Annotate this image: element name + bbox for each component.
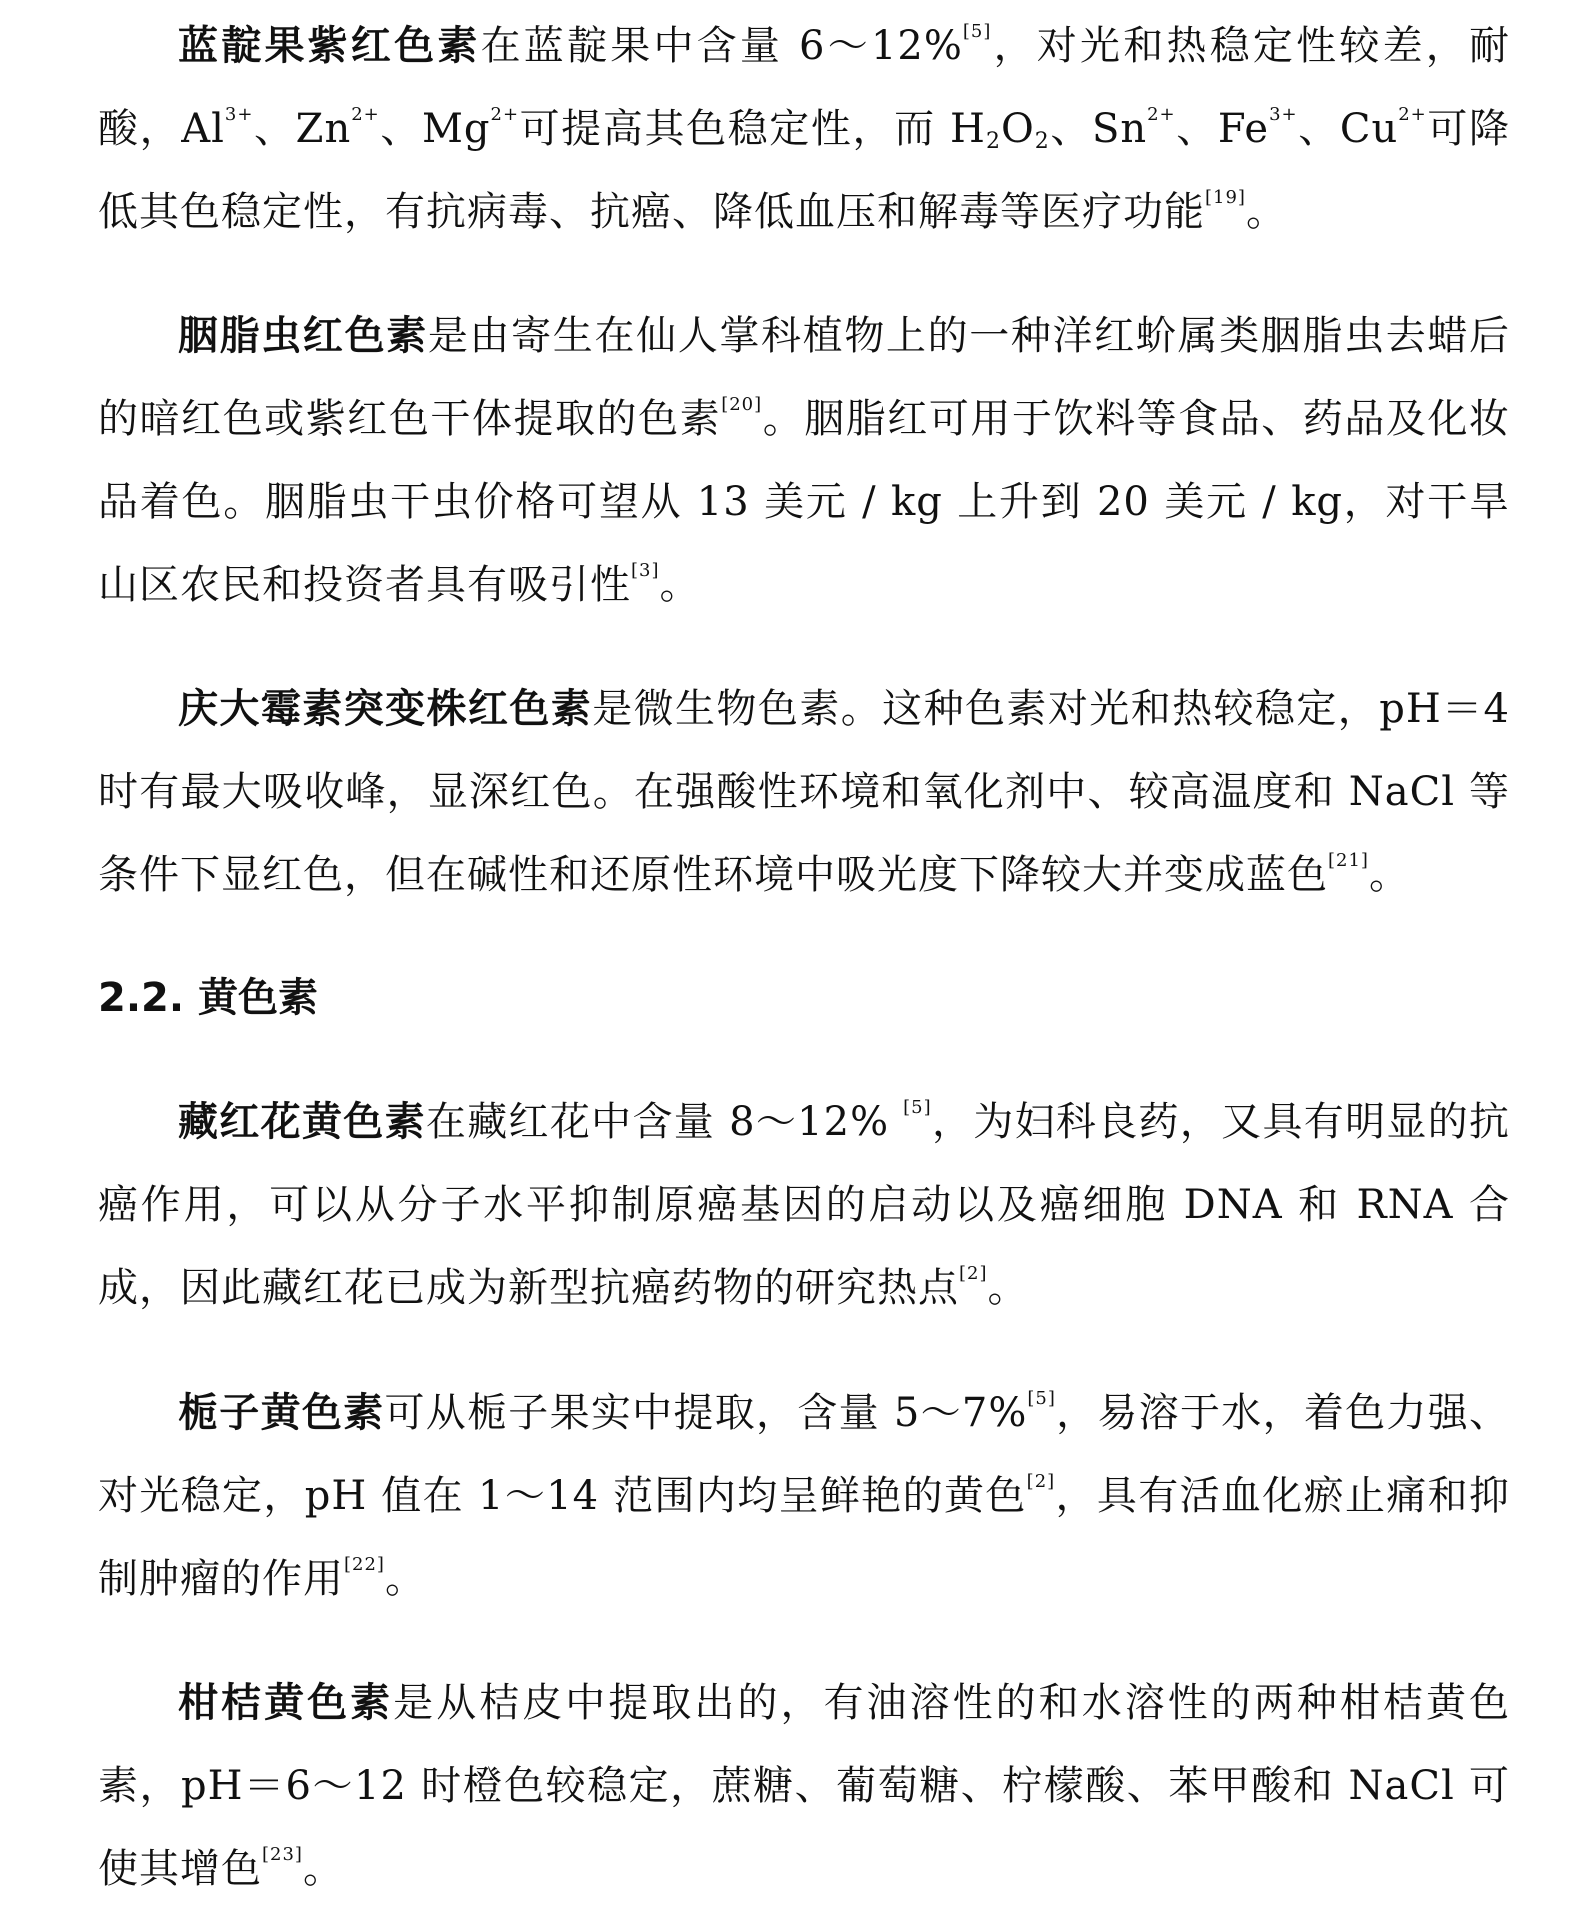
paragraph-gardenia-yellow-pigment [98, 1372, 1510, 1621]
paragraph-cochineal-red-pigment [98, 295, 1510, 627]
body-gardenia-yellow-pigment: 可从栀子果实中提取，含量 5～7%[5]，易溶于水，着色力强、对光稳定，pH 值在 1～14 范围内均呈鲜艳的黄色[2]，具有活血化瘀止痛和抑制肿瘤的作用[22]。 [98, 1388, 1511, 1602]
body-gentamicin-mutant-red-pigment: 是微生物色素。这种色素对光和热较稳定，pH＝4 时有最大吸收峰，显深红色。在强酸性环境和氧化剂中、较高温度和 NaCl 等条件下显红色，但在碱性和还原性环境中吸光度下降较大并变成蓝色[21]。 [98, 686, 1511, 898]
body-citrus-yellow-pigment: 是从桔皮中提取出的，有油溶性的和水溶性的两种柑桔黄色素，pH＝6～12 时橙色较稳定，蔗糖、葡萄糖、柠檬酸、苯甲酸和 NaCl 可使其增色[23]。 [98, 1680, 1511, 1892]
term-gardenia-yellow-pigment: 栀子黄色素 [178, 1390, 385, 1436]
term-citrus-yellow-pigment: 柑桔黄色素 [178, 1680, 394, 1726]
term-saffron-yellow-pigment: 藏红花黄色素 [178, 1099, 426, 1145]
term-cochineal-red-pigment: 胭脂虫红色素 [178, 313, 428, 359]
term-gentamicin-mutant-red-pigment: 庆大霉素突变株红色素 [178, 686, 593, 732]
paragraph-gentamicin-mutant-red-pigment [98, 668, 1510, 917]
body-lonicera-red-pigment: 在蓝靛果中含量 6～12%[5]，对光和热稳定性较差，耐酸，$Al^{3+}$、$Zn^{2+}$、$Mg^{2+}$可提高其色稳定性，而 $H_2O_2$、$Sn^{2+}$、$Fe^{3+}$、$Cu^{2+}$可降低其色稳定性，有抗病毒、抗癌、降低血压和解毒等医疗功能[19]。 [98, 21, 1511, 235]
term-lonicera-red-pigment: 蓝靛果紫红色素 [178, 23, 481, 69]
section-heading: 2.2. 黄色素 [98, 975, 318, 1021]
paragraph-citrus-yellow-pigment [98, 1662, 1510, 1911]
body-cochineal-red-pigment: 是由寄生在仙人掌科植物上的一种洋红蚧属类胭脂虫去蜡后的暗红色或紫红色干体提取的色素[20]。胭脂红可用于饮料等食品、药品及化妆品着色。胭脂虫干虫价格可望从 13 美元 / kg 上升到 20 美元 / kg，对干旱山区农民和投资者具有吸引性[3]。 [98, 313, 1511, 608]
body-saffron-yellow-pigment: 在藏红花中含量 8～12% [5]，为妇科良药，又具有明显的抗癌作用，可以从分子水平抑制原癌基因的启动以及癌细胞 DNA 和 RNA 合成，因此藏红花已成为新型抗癌药物的研究热点[2]。 [98, 1097, 1511, 1311]
paragraph-lonicera-red-pigment [98, 5, 1510, 254]
paragraph-saffron-yellow-pigment [98, 1081, 1510, 1330]
